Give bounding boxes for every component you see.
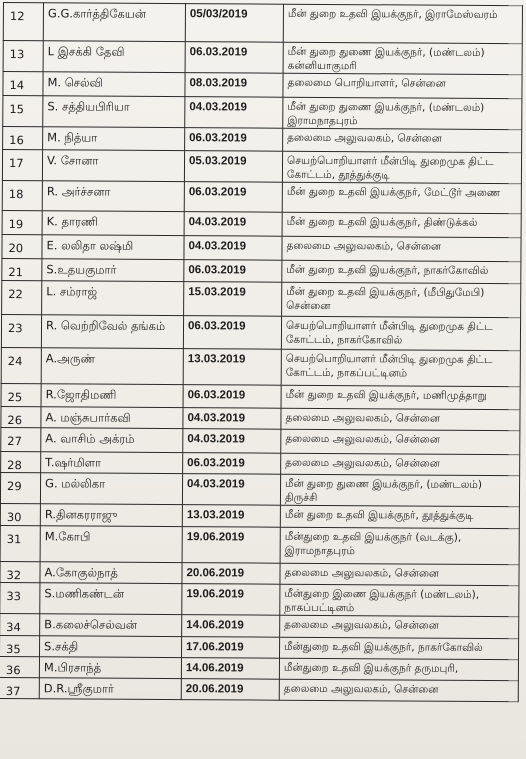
serial-number-cell: 20 [2, 234, 42, 258]
posting-place-cell: தலைமை அலுவலகம், சென்னை [280, 615, 519, 638]
posting-place-cell: தலைமை பொறியாளர், சென்னை [283, 73, 522, 98]
joining-date-cell: 04.03.2019 [184, 236, 282, 261]
posting-place-cell: தலைமை அலுவலகம், சென்னை [281, 429, 520, 454]
joining-date-cell: 06.03.2019 [183, 453, 281, 475]
serial-number-cell: 35 [0, 635, 40, 656]
table-row [1, 427, 520, 454]
joining-date-cell: 04.03.2019 [184, 212, 282, 237]
serial-number-cell: 37 [0, 677, 39, 698]
joining-date-cell: 04.03.2019 [185, 97, 283, 129]
name-cell: A.கோகுல்நாத் [40, 562, 182, 584]
name-cell: D.R.ஸ்ரீகுமார் [39, 678, 181, 700]
name-cell: M. நித்யா [43, 127, 185, 151]
posting-place-cell: மீன் துறை துணை இயக்குநர், (மண்டலம்) கன்னியாகுமரி [283, 42, 522, 74]
posting-place-cell: செயற்பொறியாளர் மீன்பிடி துறைமுக திட்ட கோட்டம், தூத்துக்குடி [282, 151, 521, 183]
posting-place-cell: மீன்துறை உதவி இயக்குநர் (வடக்கு), இராமநாதபுரம் [280, 527, 519, 564]
serial-number-cell: 34 [0, 613, 40, 635]
joining-date-cell: 06.03.2019 [184, 260, 282, 283]
table-body [0, 3, 522, 702]
table-row [1, 314, 520, 350]
name-cell: L. சம்ராஜ் [42, 281, 184, 316]
table-row [3, 72, 522, 99]
table-row [2, 210, 521, 237]
posting-place-cell: மீன் துறை உதவி இயக்குநர், (மீபிதுமேபி) சென்னை [282, 282, 521, 317]
posting-place-cell: தலைமை அலுவலகம், சென்னை [281, 408, 520, 430]
name-cell: T.ஷர்மிளா [41, 452, 183, 474]
table-row [3, 41, 522, 75]
posting-place-cell: மீன்துறை உதவி இயக்குநர் தருமபுரி, [279, 658, 518, 680]
joining-date-cell: 14.06.2019 [181, 658, 279, 680]
name-cell: G. மல்லிகா [40, 473, 182, 505]
name-cell: L இசக்கி தேவி [43, 41, 185, 73]
name-cell: S.சக்தி [40, 636, 182, 658]
table-row [2, 234, 521, 261]
serial-number-cell: 25 [1, 383, 41, 406]
table-row [1, 383, 520, 409]
joining-date-cell: 17.06.2019 [181, 637, 279, 659]
table-row [3, 127, 522, 153]
posting-place-cell: மீன் துறை உதவி இயக்குநர், திண்டுக்கல் [282, 212, 521, 237]
name-cell: S.மணிகண்டன் [40, 583, 182, 615]
serial-number-cell: 30 [0, 503, 40, 525]
joining-date-cell: 20.06.2019 [182, 563, 280, 585]
serial-number-cell: 15 [3, 96, 43, 127]
joining-date-cell: 14.06.2019 [182, 615, 280, 638]
serial-number-cell: 14 [3, 72, 43, 96]
joining-date-cell: 06.03.2019 [185, 42, 283, 74]
posting-place-cell: மீன் துறை உதவி இயக்குநர், தூத்துக்குடி [280, 505, 519, 528]
name-cell: M. செல்வி [43, 72, 185, 97]
name-cell: R.தினகரராஜு [40, 504, 182, 527]
table-row [0, 472, 519, 506]
serial-number-cell: 17 [2, 150, 42, 181]
posting-place-cell: செயற்பொறியாளர் மீன்பிடி துறைமுக திட்ட கோட்டம், நாகப்பட்டினம் [281, 349, 520, 386]
serial-number-cell: 28 [1, 451, 41, 472]
table-row [3, 96, 522, 130]
serial-number-cell: 29 [0, 472, 40, 503]
serial-number-cell: 19 [2, 210, 42, 234]
posting-place-cell: தலைமை அலுவலகம், சென்னை [281, 453, 520, 475]
joining-date-cell: 06.03.2019 [183, 316, 281, 350]
name-cell: R. அர்ச்சனா [42, 181, 184, 212]
name-cell: R.ஜோதிமணி [41, 384, 183, 408]
serial-number-cell: 23 [1, 314, 41, 347]
serial-number-cell: 21 [2, 258, 42, 280]
joining-date-cell: 20.06.2019 [181, 679, 279, 701]
joining-date-cell: 06.03.2019 [183, 385, 281, 409]
table-row [1, 347, 520, 386]
posting-place-cell: தலைமை அலுவலகம், சென்னை [279, 679, 518, 701]
joining-date-cell: 05.03.2019 [184, 151, 282, 183]
table-row [0, 503, 519, 528]
table-row [2, 258, 521, 283]
serial-number-cell: 36 [0, 656, 40, 677]
table-row [0, 677, 518, 701]
name-cell: G.G.கார்த்திகேயன் [43, 3, 185, 42]
posting-place-cell: மீன் துறை துணை இயக்குநர், (மண்டலம்) இராமநாதபுரம் [283, 97, 522, 129]
table-row [3, 3, 522, 44]
serial-number-cell: 33 [0, 582, 40, 613]
serial-number-cell: 27 [1, 427, 41, 451]
name-cell: B.கலைச்செல்வன் [40, 614, 182, 637]
posting-place-cell: மீன் துறை உதவி இயக்குநர், நாகர்கோவில் [282, 260, 521, 283]
joining-date-cell: 15.03.2019 [184, 282, 282, 317]
posting-place-cell: தலைமை அலுவலகம், சென்னை [283, 128, 522, 152]
serial-number-cell: 12 [3, 3, 43, 41]
serial-number-cell: 24 [1, 347, 41, 383]
serial-number-cell: 18 [2, 180, 42, 210]
serial-number-cell: 32 [0, 561, 40, 582]
name-cell: A. மஞ்சுபார்கவி [41, 407, 183, 429]
name-cell: S.உதயகுமார் [42, 259, 184, 282]
table-row [0, 582, 519, 616]
posting-place-cell: தலைமை அலுவலகம், சென்னை [282, 236, 521, 261]
posting-table [0, 2, 523, 702]
posting-place-cell: மீன் துறை உதவி இயக்குநர், மணிமுத்தாறு [281, 385, 520, 409]
table-row [2, 180, 521, 213]
joining-date-cell: 04.03.2019 [183, 429, 281, 454]
posting-place-cell: செயற்பொறியாளர் மீன்பிடி துறைமுக திட்ட கோட்டம், நாகர்கோவில் [281, 316, 520, 350]
joining-date-cell: 13.03.2019 [183, 349, 281, 386]
table-row [2, 150, 521, 184]
joining-date-cell: 06.03.2019 [185, 128, 283, 152]
name-cell: R. வெற்றிவேல் தங்கம் [41, 315, 183, 349]
name-cell: M.பிரசாந்த் [39, 657, 181, 679]
posting-place-cell: மீன் துறை உதவி இயக்குநர், இராமேஸ்வரம் [283, 4, 522, 43]
posting-place-cell: மீன் துறை உதவி இயக்குநர், மேட்டூர் அணை [282, 182, 521, 213]
posting-place-cell: மீன் துறை துணை இயக்குநர், (மண்டலம்) திருச்சி [280, 474, 519, 506]
joining-date-cell: 06.03.2019 [184, 182, 282, 213]
name-cell: V. சோனா [42, 150, 184, 182]
name-cell: A. வாசிம் அக்ரம் [41, 428, 183, 453]
joining-date-cell: 05/03/2019 [185, 4, 283, 43]
name-cell: M.கோபி [40, 526, 182, 563]
serial-number-cell: 22 [2, 280, 42, 314]
joining-date-cell: 19.06.2019 [182, 584, 280, 616]
name-cell: A.அருண் [41, 348, 183, 385]
joining-date-cell: 04.03.2019 [182, 474, 280, 506]
posting-place-cell: தலைமை அலுவலகம், சென்னை [280, 563, 519, 585]
name-cell: K. தாரணி [42, 211, 184, 236]
serial-number-cell: 13 [3, 41, 43, 72]
joining-date-cell: 04.03.2019 [183, 408, 281, 430]
name-cell: S. சத்தியபிரியா [43, 96, 185, 128]
joining-date-cell: 13.03.2019 [182, 505, 280, 528]
name-cell: E. லலிதா லஷ்மி [42, 235, 184, 260]
serial-number-cell: 26 [1, 406, 41, 427]
table-row [0, 525, 519, 564]
joining-date-cell: 19.06.2019 [182, 527, 280, 564]
serial-number-cell: 31 [0, 525, 40, 561]
table-row [2, 280, 521, 317]
serial-number-cell: 16 [3, 127, 43, 150]
joining-date-cell: 08.03.2019 [185, 73, 283, 98]
table-row [0, 613, 519, 638]
posting-place-cell: மீன்துறை இணை இயக்குநர் (மண்டலம்), நாகப்பட்டினம் [280, 584, 519, 616]
posting-place-cell: மீன்துறை உதவி இயக்குநர், நாகர்கோவில் [279, 637, 518, 659]
